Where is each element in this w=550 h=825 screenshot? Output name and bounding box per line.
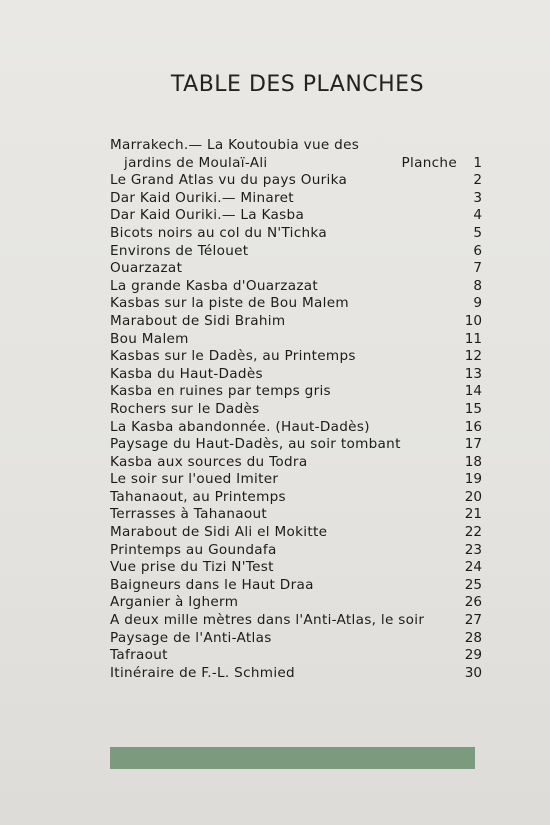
toc-entry-title: Environs de Télouet [110, 242, 249, 259]
plate-number: 23 [464, 541, 482, 558]
toc-entry-title: Marabout de Sidi Brahim [110, 312, 286, 329]
toc-entry [110, 454, 485, 472]
toc-entry [110, 190, 485, 208]
plate-number: 14 [464, 383, 482, 400]
toc-entry [110, 313, 485, 331]
toc-entry [110, 471, 485, 489]
plate-number: 8 [473, 277, 482, 294]
toc-entry [110, 383, 485, 401]
toc-entry-title: Vue prise du Tizi N'Test [110, 559, 274, 576]
plate-number: 3 [473, 189, 482, 206]
plate-number: 21 [464, 506, 482, 523]
toc-entry-title: A deux mille mètres dans l'Anti-Atlas, le soir [110, 612, 425, 629]
plate-number: 28 [464, 629, 482, 646]
toc-entry [110, 419, 485, 437]
plate-number: 4 [473, 207, 482, 224]
planche-label: Planche [401, 154, 457, 171]
toc-entry-title: Le soir sur l'oued Imiter [110, 471, 279, 488]
plate-number: 1 [473, 154, 482, 171]
plate-number: 30 [464, 664, 482, 681]
toc-entry-title: Ouarzazat [110, 260, 183, 277]
toc-entry-title: Kasba du Haut-Dadès [110, 365, 263, 382]
toc-entry-title: La grande Kasba d'Ouarzazat [110, 277, 319, 294]
toc-entry [110, 137, 485, 172]
page-title: TABLE DES PLANCHES [170, 72, 425, 97]
plate-number: 26 [464, 594, 482, 611]
table-of-plates [110, 137, 485, 682]
toc-entry [110, 647, 485, 665]
plate-number: 5 [473, 224, 482, 241]
plate-number: 11 [464, 330, 482, 347]
plate-number: 18 [464, 453, 482, 470]
decorative-green-bar [110, 747, 475, 769]
plate-number: 15 [464, 400, 482, 417]
toc-entry-title: Tafraout [110, 647, 168, 664]
toc-entry-title: Kasbas sur la piste de Bou Malem [110, 295, 349, 312]
toc-entry [110, 260, 485, 278]
toc-entry-title: Dar Kaid Ouriki.— La Kasba [110, 207, 305, 224]
toc-entry [110, 207, 485, 225]
toc-entry-title: Kasba aux sources du Todra [110, 453, 308, 470]
plate-number: 12 [464, 348, 482, 365]
plate-number: 16 [464, 418, 482, 435]
plate-number: 19 [464, 471, 482, 488]
toc-entry [110, 665, 485, 683]
plate-number: 6 [473, 242, 482, 259]
toc-entry [110, 577, 485, 595]
toc-entry-title: Bou Malem [110, 330, 189, 347]
plate-number: 25 [464, 576, 482, 593]
toc-entry-title: Printemps au Goundafa [110, 541, 277, 558]
toc-entry [110, 542, 485, 560]
toc-entry-title: Kasba en ruines par temps gris [110, 383, 331, 400]
toc-entry-title: La Kasba abandonnée. (Haut-Dadès) [110, 418, 370, 435]
plate-number: 10 [464, 312, 482, 329]
toc-entry [110, 366, 485, 384]
toc-entry [110, 524, 485, 542]
plate-number: 17 [464, 436, 482, 453]
plate-number: 2 [473, 172, 482, 189]
toc-entry-title: Rochers sur le Dadès [110, 400, 260, 417]
toc-entry-title: Marabout de Sidi Ali el Mokitte [110, 524, 328, 541]
toc-entry-title: Kasbas sur le Dadès, au Printemps [110, 348, 356, 365]
plate-number: 24 [464, 559, 482, 576]
toc-entry [110, 225, 485, 243]
toc-entry [110, 348, 485, 366]
toc-entry [110, 331, 485, 349]
toc-entry [110, 612, 485, 630]
toc-entry [110, 243, 485, 261]
toc-entry-title: Marrakech.— La Koutoubia vue des [110, 137, 360, 153]
toc-entry-title: Arganier à Igherm [110, 594, 239, 611]
toc-entry-title: Terrasses à Tahanaout [110, 506, 268, 523]
toc-entry [110, 436, 485, 454]
plate-number: 27 [464, 612, 482, 629]
toc-entry-title-continuation: jardins de Moulaï-Ali [124, 154, 268, 171]
plate-number: 22 [464, 524, 482, 541]
toc-entry [110, 630, 485, 648]
toc-entry [110, 489, 485, 507]
toc-entry-title: Tahanaout, au Printemps [110, 488, 286, 505]
toc-entry [110, 278, 485, 296]
toc-entry-title: Bicots noirs au col du N'Tichka [110, 224, 327, 241]
toc-entry-title: Itinéraire de F.-L. Schmied [110, 664, 295, 681]
toc-entry [110, 506, 485, 524]
toc-entry [110, 172, 485, 190]
toc-entry-title: Paysage de l'Anti-Atlas [110, 629, 272, 646]
toc-entry-title: Dar Kaid Ouriki.— Minaret [110, 189, 294, 206]
toc-entry [110, 295, 485, 313]
plate-number: 20 [464, 488, 482, 505]
plate-number: 29 [464, 647, 482, 664]
toc-entry-title: Baigneurs dans le Haut Draa [110, 576, 314, 593]
toc-entry [110, 559, 485, 577]
toc-entry-title: Le Grand Atlas vu du pays Ourika [110, 172, 348, 189]
plate-number: 13 [464, 365, 482, 382]
toc-entry [110, 594, 485, 612]
plate-number: 7 [473, 260, 482, 277]
toc-entry [110, 401, 485, 419]
plate-number: 9 [473, 295, 482, 312]
toc-entry-title: Paysage du Haut-Dadès, au soir tombant [110, 436, 401, 453]
